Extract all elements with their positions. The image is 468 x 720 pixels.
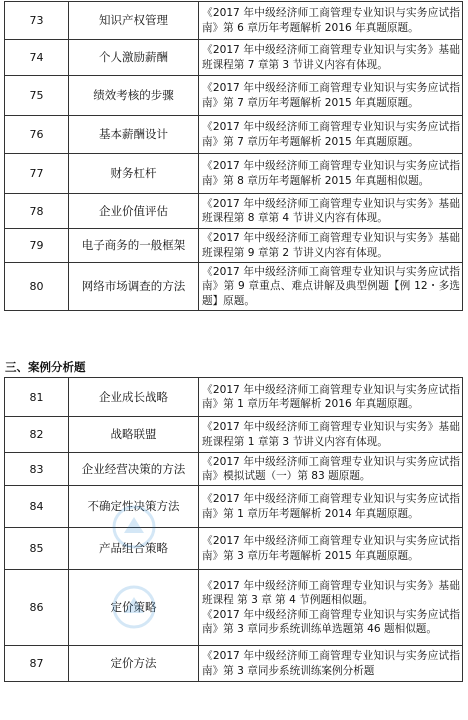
table-row [5,417,463,453]
table-row [5,486,463,528]
knowledge-point: 不确定性决策方法 [69,486,199,528]
source-text: 《2017 年中级经济师工商管理专业知识与实务》基础班课程第 7 章第 3 节讲义内容有体现。 [202,44,460,71]
source-reference [199,417,463,453]
question-number: 84 [5,486,69,528]
question-table-part1 [4,1,463,311]
question-number: 81 [5,378,69,417]
knowledge-point: 定价方法 [69,646,199,682]
source-text: 《2017 年中级经济师工商管理专业知识与实务应试指南》第 6 章历年考题解析 2016 年真题原题。 [202,7,460,34]
knowledge-point: 企业经营决策的方法 [69,453,199,486]
question-number: 73 [5,2,69,40]
source-reference [199,40,463,76]
question-number: 83 [5,453,69,486]
knowledge-point: 电子商务的一般框架 [69,229,199,263]
table-row [5,194,463,229]
question-number: 74 [5,40,69,76]
table-row [5,263,463,311]
section-title: 三、案例分析题 [5,360,86,374]
question-number: 85 [5,528,69,570]
table-row [5,116,463,154]
source-text: 《2017 年中级经济师工商管理专业知识与实务应试指南》第 1 章历年考题解析 2016 年真题原题。 [202,383,460,410]
knowledge-point: 企业成长战略 [69,378,199,417]
knowledge-point: 企业价值评估 [69,194,199,229]
question-number: 82 [5,417,69,453]
source-reference [199,116,463,154]
question-number: 78 [5,194,69,229]
source-reference [199,263,463,311]
question-number: 80 [5,263,69,311]
table-row [5,646,463,682]
table-row [5,76,463,116]
source-reference [199,486,463,528]
source-text: 《2017 年中级经济师工商管理专业知识与实务应试指南》第 8 章历年考题解析 2015 年真题相似题。 [202,160,460,187]
question-number: 77 [5,154,69,194]
question-number: 79 [5,229,69,263]
source-reference [199,646,463,682]
table-row [5,570,463,646]
source-text: 《2017 年中级经济师工商管理专业知识与实务应试指南》第 7 章历年考题解析 2015 年真题原题。 [202,121,460,148]
source-reference [199,76,463,116]
source-text: 《2017 年中级经济师工商管理专业知识与实务应试指南》第 9 章重点、难点讲解及典型例题【例 12・多选题】原题。 [202,265,460,307]
question-number: 87 [5,646,69,682]
knowledge-point: 财务杠杆 [69,154,199,194]
question-number: 76 [5,116,69,154]
source-text: 《2017 年中级经济师工商管理专业知识与实务》基础班课程 第 3 章 第 4 节例题相似题。 [202,579,460,606]
question-number: 86 [5,570,69,646]
source-reference [199,154,463,194]
source-text: 《2017 年中级经济师工商管理专业知识与实务应试指南》第 7 章历年考题解析 2015 年真题原题。 [202,82,460,109]
source-text: 《2017 年中级经济师工商管理专业知识与实务》基础班课程第 1 章第 3 节讲义内容有体现。 [202,421,460,448]
table-row [5,154,463,194]
knowledge-point: 个人激励薪酬 [69,40,199,76]
knowledge-point: 产品组合策略 [69,528,199,570]
source-reference [199,229,463,263]
knowledge-point: 战略联盟 [69,417,199,453]
source-reference [199,194,463,229]
source-reference [199,378,463,417]
source-text: 《2017 年中级经济师工商管理专业知识与实务》基础班课程第 9 章第 2 节讲义内容有体现。 [202,232,460,259]
table-row [5,2,463,40]
source-text: 《2017 年中级经济师工商管理专业知识与实务应试指南》第 1 章历年考题解析 2014 年真题原题。 [202,493,460,520]
table-row [5,378,463,417]
table-row [5,453,463,486]
question-number: 75 [5,76,69,116]
question-table-part2 [4,377,463,682]
knowledge-point: 基本薪酬设计 [69,116,199,154]
source-text-secondary: 《2017 年中级经济师工商管理专业知识与实务应试指南》第 3 章同步系统训练单选题第 46 题相似题。 [202,608,460,635]
table-row [5,40,463,76]
source-reference [199,2,463,40]
source-text: 《2017 年中级经济师工商管理专业知识与实务应试指南》模拟试题（一）第 83 题原题。 [202,455,460,482]
table-row [5,528,463,570]
source-text: 《2017 年中级经济师工商管理专业知识与实务应试指南》第 3 章同步系统训练案例分析题 [202,650,460,677]
knowledge-point: 网络市场调查的方法 [69,263,199,311]
source-text: 《2017 年中级经济师工商管理专业知识与实务应试指南》第 3 章历年考题解析 2015 年真题原题。 [202,535,460,562]
knowledge-point: 定价策略 [69,570,199,646]
knowledge-point: 知识产权管理 [69,2,199,40]
source-text: 《2017 年中级经济师工商管理专业知识与实务》基础班课程第 8 章第 4 节讲义内容有体现。 [202,197,460,224]
source-reference [199,570,463,646]
table-row [5,229,463,263]
source-reference [199,528,463,570]
source-reference [199,453,463,486]
knowledge-point: 绩效考核的步骤 [69,76,199,116]
